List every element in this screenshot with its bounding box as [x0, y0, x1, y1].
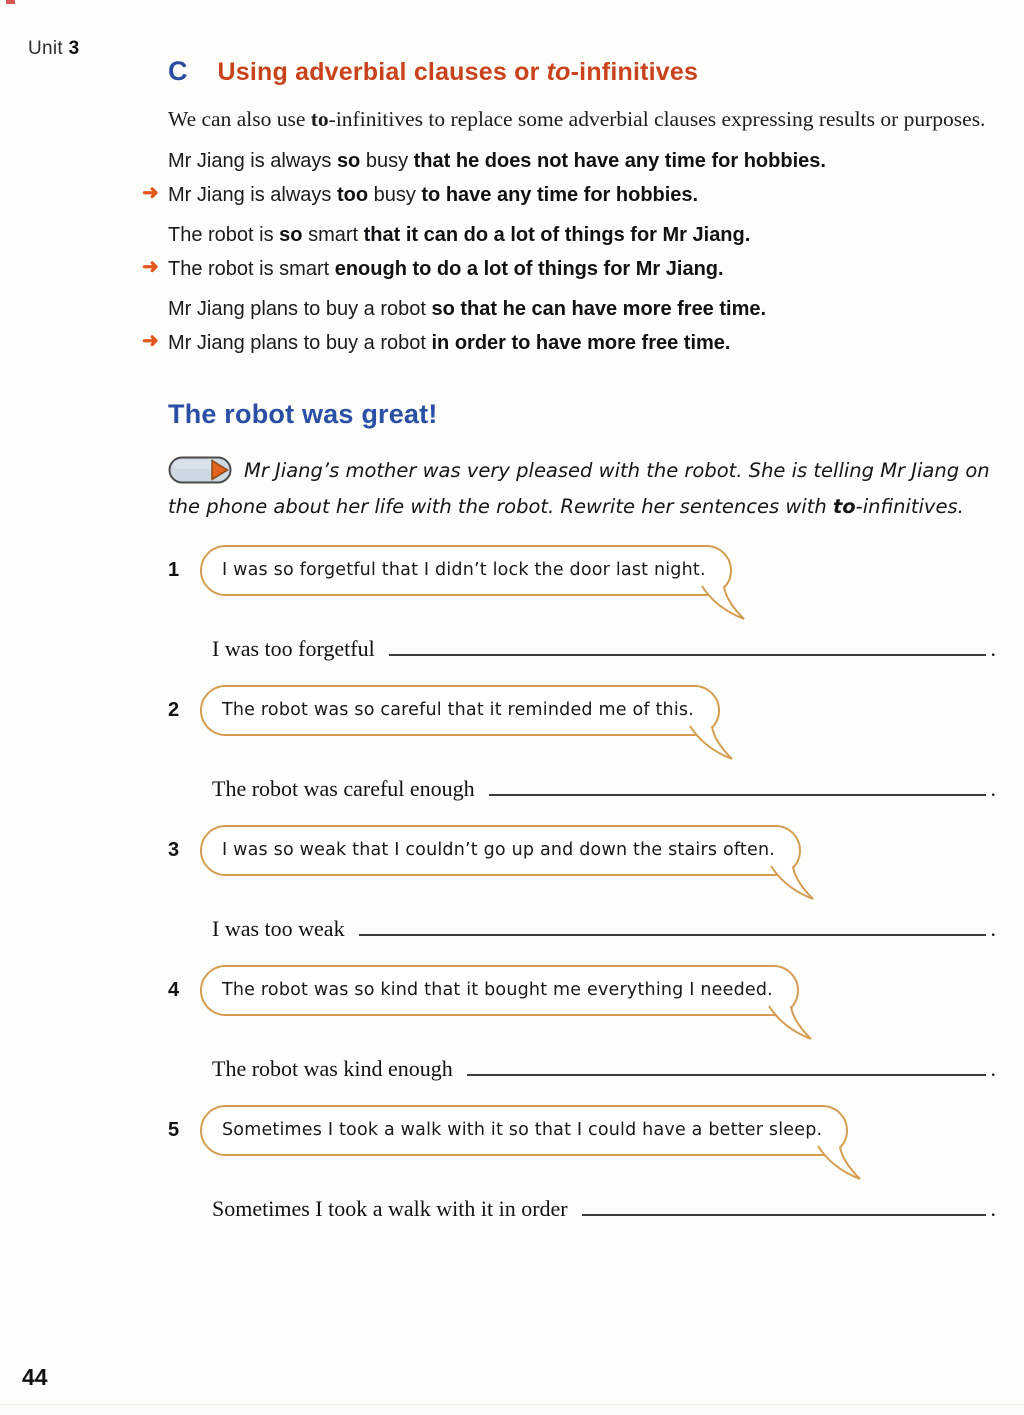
- item-number: 2: [168, 699, 180, 722]
- item-number: 5: [168, 1119, 180, 1142]
- answer-blank[interactable]: [489, 772, 986, 796]
- intro-paragraph: [168, 105, 990, 135]
- example-text-segment: so: [279, 223, 303, 246]
- intro-segment: to: [310, 107, 329, 131]
- audio-play-icon: [168, 456, 232, 492]
- unit-label: [28, 38, 79, 60]
- page-number: 44: [22, 1364, 48, 1390]
- intro-segment: -infinitives to replace some adverbial clauses expressing results or purposes.: [328, 107, 986, 131]
- answer-punctuation: .: [990, 636, 996, 662]
- exercise-item: [168, 545, 1008, 663]
- item-number: 3: [168, 839, 180, 862]
- example-text-segment: Mr Jiang is always: [168, 149, 337, 172]
- section-heading: [168, 56, 1008, 87]
- bubble-text: The robot was so careful that it reminded me of this.: [222, 700, 694, 721]
- answer-text: The robot was kind enough: [212, 1056, 453, 1082]
- example-text-segment: to have any time for hobbies.: [421, 183, 699, 206]
- transform-arrow-icon: ➜: [142, 255, 159, 278]
- example-text-segment: busy: [368, 183, 422, 206]
- example-sentences: [142, 149, 1008, 354]
- answer-punctuation: .: [990, 916, 996, 942]
- bubble-text: The robot was so kind that it bought me everything I needed.: [222, 980, 773, 1001]
- page-content: [142, 0, 1008, 1223]
- example-line: [168, 151, 1008, 171]
- answer-blank[interactable]: [582, 1192, 986, 1216]
- example-line: [168, 225, 1008, 245]
- unit-word: Unit: [28, 38, 63, 59]
- transform-arrow-icon: ➜: [142, 181, 159, 204]
- answer-line: [212, 632, 996, 662]
- example-text-segment: The robot is smart: [168, 257, 335, 280]
- transform-arrow-icon: ➜: [142, 329, 159, 352]
- example-text-segment: Mr Jiang plans to buy a robot: [168, 297, 432, 320]
- example-line: [168, 299, 1008, 319]
- exercise-item: [168, 825, 1008, 943]
- exercise-item: [168, 685, 1008, 803]
- answer-text: The robot was careful enough: [212, 776, 475, 802]
- exercise-item: [168, 1105, 1008, 1223]
- speech-bubble: [200, 965, 799, 1016]
- example-text-segment: that it can do a lot of things for Mr Jiang.: [363, 223, 751, 246]
- bubble-tail: [686, 724, 736, 762]
- answer-blank[interactable]: [359, 912, 986, 936]
- answer-text: I was too weak: [212, 916, 345, 942]
- example-text-segment: so: [336, 149, 361, 172]
- example-text-segment: so that he can have more free time.: [431, 297, 767, 320]
- item-number: 4: [168, 979, 180, 1002]
- answer-line: [212, 1052, 996, 1082]
- bubble-tail: [814, 1144, 864, 1182]
- activity-instructions: [168, 456, 1004, 522]
- exercise-item: [168, 965, 1008, 1083]
- answer-line: [212, 1192, 996, 1222]
- section-letter: C: [168, 56, 188, 86]
- answer-text: Sometimes I took a walk with it in order: [212, 1196, 568, 1222]
- answer-punctuation: .: [990, 776, 996, 802]
- bubble-text: I was so forgetful that I didn’t lock the door last night.: [222, 560, 706, 581]
- speech-bubble: [200, 545, 732, 596]
- example-line: [142, 329, 1008, 354]
- example-line: [142, 181, 1008, 206]
- answer-text: I was too forgetful: [212, 636, 375, 662]
- section-title-segment: to: [546, 58, 571, 86]
- answer-line: [212, 912, 996, 942]
- example-text-segment: that he does not have any time for hobbies.: [413, 149, 826, 172]
- example-text-segment: enough to do a lot of things for Mr Jiang.: [334, 257, 724, 280]
- scan-artifact: [6, 0, 15, 4]
- answer-punctuation: .: [990, 1196, 996, 1222]
- section-title-segment: Using adverbial clauses or: [217, 58, 547, 86]
- answer-blank[interactable]: [389, 632, 986, 656]
- intro-segment: We can also use: [168, 107, 311, 131]
- bubble-tail: [765, 1004, 815, 1042]
- example-text-segment: busy: [360, 149, 414, 172]
- section-title-segment: -infinitives: [570, 58, 699, 86]
- answer-blank[interactable]: [467, 1052, 986, 1076]
- bubble-text: I was so weak that I couldn’t go up and down the stairs often.: [222, 840, 775, 861]
- answer-punctuation: .: [990, 1056, 996, 1082]
- example-text-segment: Mr Jiang plans to buy a robot: [168, 331, 432, 354]
- instruction-segment: to: [832, 494, 856, 518]
- example-text-segment: smart: [302, 223, 364, 246]
- example-text-segment: in order to have more free time.: [431, 331, 731, 354]
- exercise-items: [168, 545, 1008, 1223]
- example-text-segment: too: [336, 183, 369, 206]
- example-text-segment: Mr Jiang is always: [168, 183, 337, 206]
- unit-number: 3: [68, 38, 80, 59]
- section-title: [218, 58, 699, 87]
- page-bottom-edge: [0, 1404, 1024, 1415]
- activity-title: The robot was great!: [168, 398, 438, 429]
- speech-bubble: [200, 825, 801, 876]
- answer-line: [212, 772, 996, 802]
- speech-bubble: [200, 685, 720, 736]
- speech-bubble: [200, 1105, 848, 1156]
- instruction-segment: -infinitives.: [855, 494, 964, 518]
- example-text-segment: The robot is: [168, 223, 280, 246]
- bubble-text: Sometimes I took a walk with it so that I could have a better sleep.: [222, 1120, 823, 1141]
- item-number: 1: [168, 559, 180, 582]
- example-line: [142, 255, 1008, 280]
- bubble-tail: [767, 864, 817, 902]
- instruction-segment: Mr Jiang’s mother was very pleased with the robot. She is telling Mr Jiang on the phone about her life with the robot. Rewrite her sentences with: [168, 458, 990, 518]
- bubble-tail: [698, 584, 748, 622]
